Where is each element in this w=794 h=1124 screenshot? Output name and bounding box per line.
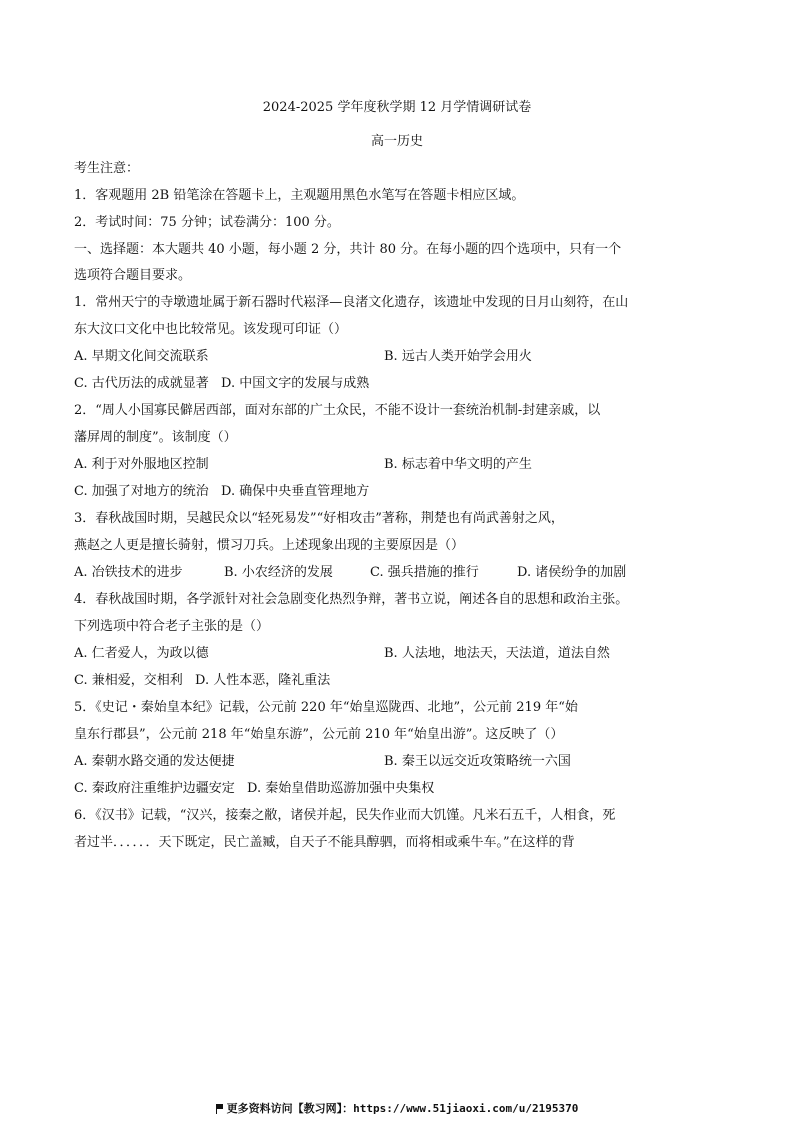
question-2-option-a: A. 利于对外服地区控制 [74, 457, 209, 472]
question-5-option-d: D. 秦始皇借助巡游加强中央集权 [247, 781, 435, 796]
question-5-options-row-1 [74, 753, 694, 771]
question-6-stem-line-2: 者过半．．．．．．天下既定，民亡盖臧，自天子不能具醇驷，而将相或乘牛车。”在这样的背 [74, 835, 575, 850]
question-3-option-b: B. 小农经济的发展 [224, 565, 333, 580]
question-4-option-b: B. 人法地，地法天，天法道，道法自然 [384, 646, 610, 661]
exam-title: 2024-2025 学年度秋学期 12 月学情调研试卷 [262, 100, 532, 115]
question-5-stem-line-1: 5．《史记・秦始皇本纪》记载，公元前 220 年“始皇巡陇西、北地”，公元前 219 年“始 [74, 700, 578, 715]
question-5-stem-line-2: 皇东行郡县”，公元前 218 年“始皇东游”，公元前 210 年“始皇出游”。这反映了（） [74, 727, 564, 742]
question-5-option-b: B. 秦王以远交近攻策略统一六国 [384, 754, 571, 769]
question-1-option-c: C. 古代历法的成就显著 [74, 376, 209, 391]
question-2-option-d: D. 确保中央垂直管理地方 [221, 484, 370, 499]
question-3-option-d: D. 诸侯纷争的加剧 [517, 565, 627, 580]
question-2-options-row-2 [74, 483, 694, 501]
question-4-options-row-1 [74, 645, 694, 663]
notice-heading: 考生注意： [74, 161, 140, 176]
exam-subject: 高一历史 [370, 134, 423, 149]
question-4-option-d: D. 人性本恶，隆礼重法 [195, 673, 331, 688]
question-3-option-a: A. 冶铁技术的进步 [74, 565, 183, 580]
question-5-option-c: C. 秦政府注重维护边疆安定 [74, 781, 235, 796]
section-instructions-line-2: 选项符合题目要求。 [74, 268, 192, 283]
notice-item-1: 1．客观题用 2B 铅笔涂在答题卡上，主观题用黑色水笔写在答题卡相应区域。 [74, 188, 525, 203]
question-4-options-row-2 [74, 672, 694, 690]
question-2-stem-line-1: 2．“周人小国寡民僻居西部，面对东部的广土众民，不能不设计一套统治机制-封建亲戚，以 [74, 403, 601, 418]
flag-icon [216, 1104, 224, 1113]
question-4-stem-line-1: 4．春秋战国时期，各学派针对社会急剧变化热烈争辩，著书立说，阐述各自的思想和政治主张。 [74, 592, 629, 607]
question-3-option-c: C. 强兵措施的推行 [370, 565, 479, 580]
question-1-option-d: D. 中国文字的发展与成熟 [221, 376, 370, 391]
question-4-stem-line-2: 下列选项中符合老子主张的是（） [74, 619, 270, 634]
question-2-stem-line-2: 藩屏周的制度”。该制度（） [74, 430, 237, 445]
section-instructions-line-1: 一、选择题：本大题共 40 小题，每小题 2 分，共计 80 分。在每小题的四个选项中，只有一个 [74, 242, 622, 257]
question-4-option-a: A. 仁者爱人，为政以德 [74, 646, 209, 661]
footer-text: 更多资料访问【教习网】：https://www.51jiaoxi.com/u/2195370 [226, 1102, 579, 1115]
question-1-option-a: A. 早期文化间交流联系 [74, 349, 209, 364]
question-1-option-b: B. 远古人类开始学会用火 [384, 349, 532, 364]
question-1-options-row-2 [74, 375, 694, 393]
question-2-options-row-1 [74, 456, 694, 474]
question-5-options-row-2 [74, 780, 694, 798]
question-3-stem-line-1: 3．春秋战国时期，吴越民众以“轻死易发”“好相攻击”著称，荆楚也有尚武善射之风， [74, 511, 564, 526]
question-4-option-c: C. 兼相爱，交相利 [74, 673, 183, 688]
question-2-option-c: C. 加强了对地方的统治 [74, 484, 209, 499]
question-5-option-a: A. 秦朝水路交通的发达便捷 [74, 754, 235, 769]
footer-link[interactable] [0, 1100, 794, 1116]
question-3-stem-line-2: 燕赵之人更是擅长骑射，惯习刀兵。上述现象出现的主要原因是（） [74, 538, 465, 553]
question-1-stem-line-1: 1．常州天宁的寺墩遗址属于新石器时代崧泽—良渚文化遗存，该遗址中发现的日月山刻符，在山 [74, 295, 629, 310]
question-6-stem-line-1: 6．《汉书》记载，“汉兴，接秦之敝，诸侯并起，民失作业而大饥馑。凡米石五千，人相食，死 [74, 808, 616, 823]
notice-item-2: 2．考试时间：75 分钟；试卷满分：100 分。 [74, 215, 340, 230]
question-1-options-row-1 [74, 348, 694, 366]
question-3-options-row [74, 564, 694, 582]
question-2-option-b: B. 标志着中华文明的产生 [384, 457, 532, 472]
question-1-stem-line-2: 东大汶口文化中也比较常见。该发现可印证（） [74, 322, 348, 337]
